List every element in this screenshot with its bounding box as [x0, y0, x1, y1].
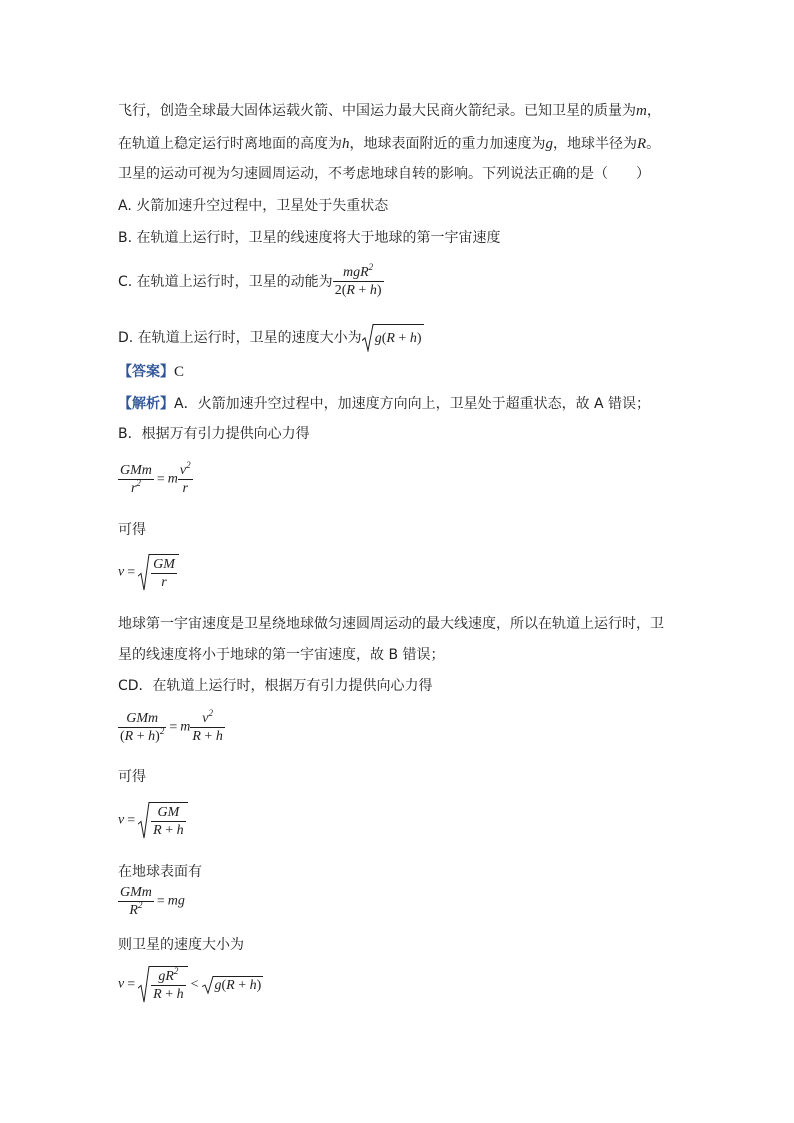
analysis-line-1 [118, 394, 650, 414]
answer-value: C [174, 364, 185, 380]
equation-gravity-rh: $\frac{\text{GMm}}{(R + h)^2}$ = m $\frac{v^2}{R + h}$ [120, 708, 223, 744]
var-m: m [636, 103, 647, 119]
radical-icon [362, 324, 374, 352]
option-d [118, 324, 424, 352]
option-b: B. 在轨道上运行时，卫星的线速度将大于地球的第一宇宙速度 [118, 230, 501, 246]
radical-icon [138, 966, 150, 1003]
radical-icon [138, 554, 150, 591]
option-c-formula: $\frac{mgR^2}{2(R + h)}$ [334, 262, 382, 299]
answer-label: 【答案】 [118, 364, 174, 380]
question-text: ，地球表面附近的重力加速度为 [349, 136, 546, 152]
question-line-2 [118, 134, 660, 154]
question-line-3: 卫星的运动可视为匀速圆周运动，不考虑地球自转的影响。下列说法正确的是（ ） [118, 166, 650, 182]
var-g: g [545, 136, 553, 152]
option-c [118, 262, 384, 302]
option-c-text: C. 在轨道上运行时，卫星的动能为 [118, 274, 333, 290]
question-text: ，地球半径为 [553, 136, 637, 152]
analysis-label: 【解析】 [118, 396, 174, 412]
equation-v-r: v = $\frac{GM}{r}$ [118, 554, 179, 591]
var-R: R [637, 136, 647, 152]
analysis-line-8: 在地球表面有 [118, 864, 202, 880]
analysis-line-4: 地球第一宇宙速度是卫星绕地球做匀速圆周运动的最大线速度，所以在轨道上运行时，卫 [118, 616, 664, 632]
analysis-line-9: 则卫星的速度大小为 [118, 937, 244, 953]
option-d-text: D. 在轨道上运行时，卫星的速度大小为 [118, 330, 362, 346]
punct: ， [646, 103, 661, 119]
analysis-text: A．火箭加速升空过程中，加速度方向向上，卫星处于超重状态，故 A 错误； [174, 396, 651, 412]
question-text: 飞行，创造全球最大固体运载火箭、中国运力最大民商火箭纪录。已知卫星的质量为 [118, 103, 636, 119]
equation-surface: $\frac{\text{GMm}}{R^2}$ = mg [120, 885, 185, 918]
option-a: A. 火箭加速升空过程中，卫星处于失重状态 [118, 198, 389, 214]
var-h: h [342, 136, 350, 152]
analysis-line-7: 可得 [118, 769, 146, 785]
radical-icon [138, 802, 150, 839]
analysis-line-6: CD．在轨道上运行时，根据万有引力提供向心力得 [118, 678, 433, 694]
punct: 。 [646, 136, 661, 152]
equation-gravity-r: $\frac{\text{GMm}}{r^2}$ = m $\frac{v^2}{r}$ [120, 460, 191, 496]
option-d-formula: g(R + h) [362, 324, 424, 352]
question-line-1 [118, 101, 661, 121]
analysis-line-2: B．根据万有引力提供向心力得 [118, 426, 310, 442]
analysis-line-3: 可得 [118, 522, 146, 538]
answer-line [118, 362, 184, 382]
question-text: 在轨道上稳定运行时离地面的高度为 [118, 136, 342, 152]
equation-v-final: v = $\frac{gR^2}{R + h}$ < g(R + h) [118, 966, 262, 1002]
analysis-line-5: 星的线速度将小于地球的第一宇宙速度，故 B 错误； [118, 647, 445, 663]
radical-icon [202, 976, 214, 994]
equation-v-rh: v = $\frac{GM}{R + h}$ [118, 802, 188, 839]
